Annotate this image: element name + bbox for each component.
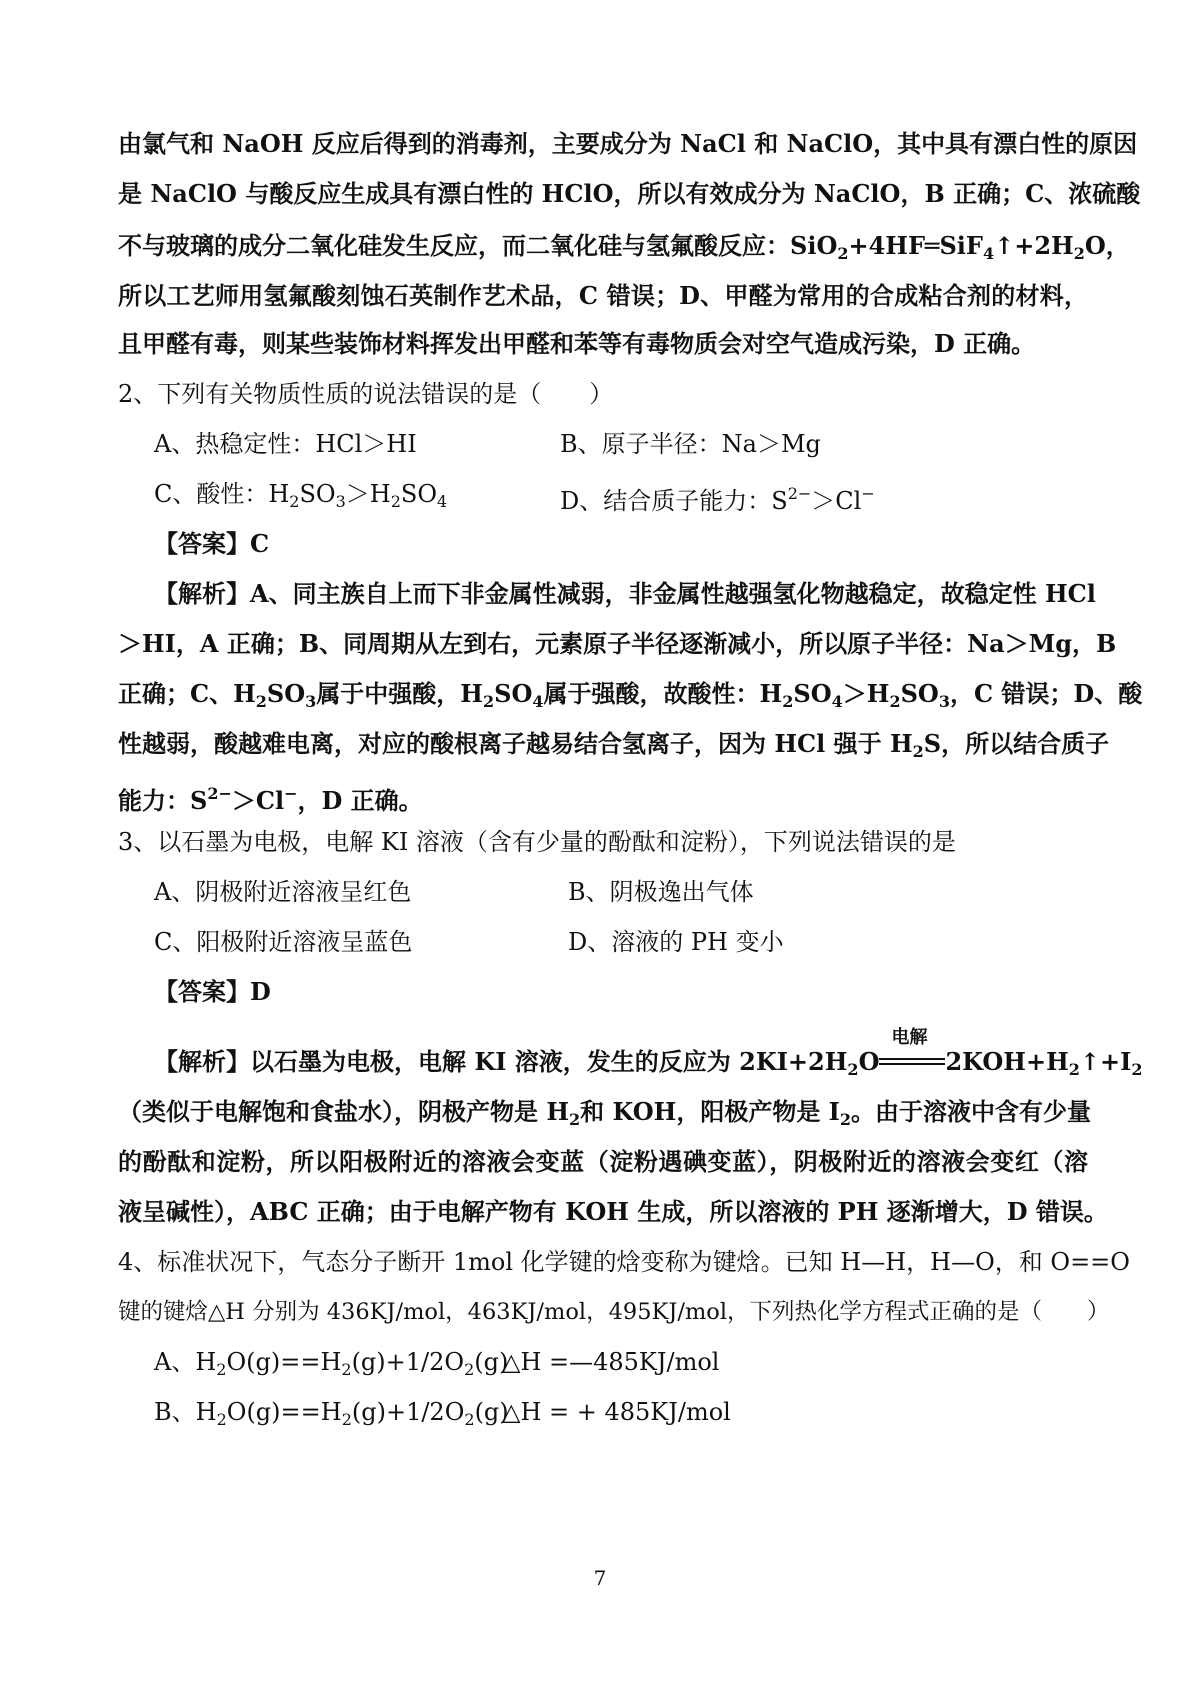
explanation-line: 能力：$S^{2-}>Cl^-$，D 正确。 [118,784,423,815]
option-b: B、阴极逸出气体 [568,878,754,906]
text-line: 不与玻璃的成分二氧化硅发生反应，而二氧化硅与氢氟酸反应：$SiO_2+4HF═SiF_4↑+2H_2O$， [118,231,1130,263]
answer: 【答案】D [154,977,271,1006]
option-d: D、结合质子能力：$S^{2-}>Cl^-$ [560,484,875,515]
text-line: 是 NaClO 与酸反应生成具有漂白性的 HClO，所以有效成分为 NaClO，B 正确；C、浓硫酸 [118,179,1141,208]
enthalpy-value: △H =—485KJ/mol [502,1348,720,1376]
option-a: A、热稳定性：HCl＞HI [154,430,417,458]
explanation-line: （类似于电解饱和食盐水），阴极产物是 $H_2$和 KOH，阳极产物是 $I_2$。由于溶液中含有少量 [118,1097,1092,1129]
explanation-line: 【解析】A、同主族自上而下非金属性减弱，非金属性越强氢化物越稳定，故稳定性 HCl [154,579,1096,608]
option-c: C、阳极附近溶液呈蓝色 [154,928,413,956]
explanation-line: ＞HI，A 正确；B、同周期从左到右，元素原子半径逐渐减小，所以原子半径：Na＞Mg，B [118,629,1117,658]
text-line: 且甲醛有毒，则某些装饰材料挥发出甲醛和苯等有毒物质会对空气造成污染，D 正确。 [118,329,1036,358]
question-4-option-a: A、$H_2O(g)==H_2(g)+1/2O_2(g)$ △H =—485KJ/mol [154,1348,720,1379]
answer: 【答案】C [154,529,270,558]
explanation-line: 性越弱，酸越难电离，对应的酸根离子越易结合氢离子，因为 HCl 强于 $H_2S$，所以结合质子 [118,729,1110,761]
option-b: B、原子半径：Na＞Mg [560,430,821,458]
option-a: A、阴极附近溶液呈红色 [154,878,412,906]
question-2-options-cd [154,478,1124,518]
text-line: 所以工艺师用氢氟酸刻蚀石英制作艺术品，C 错误；D、甲醛为常用的合成粘合剂的材料， [118,281,1088,310]
explanation-line: 的酚酞和淀粉，所以阳极附近的溶液会变蓝（淀粉遇碘变蓝），阴极附近的溶液会变红（溶 [118,1147,1088,1176]
question-4-stem: 键的键焓△H 分别为 436KJ/mol，463KJ/mol，495KJ/mol，下列热化学方程式正确的是（ ） [118,1299,1110,1325]
option-d: D、溶液的 PH 变小 [568,928,784,956]
explanation-line: 液呈碱性），ABC 正确；由于电解产物有 KOH 生成，所以溶液的 PH 逐渐增大，D 错误。 [118,1197,1108,1226]
explanation-line: 正确；C、$H_2SO_3$属于中强酸，$H_2SO_4$属于强酸，故酸性：$H_2SO_4>H_2SO_3$，C 错误；D、酸 [118,679,1143,711]
question-3-options-cd [154,926,1124,958]
enthalpy-value: △H = + 485KJ/mol [502,1398,731,1426]
page-number: 7 [593,1566,607,1590]
question-4-stem: 4、标准状况下，气态分子断开 1mol 化学键的焓变称为键焓。已知 H—H，H—O，和 O==O [118,1248,1130,1276]
explanation-line: 【解析】以石墨为电极，电解 KI 溶液，发生的反应为 $2KI+2H_2O$ 电解 $2KOH+H_2↑+I_2$ [154,1027,1143,1079]
question-2-stem: 2、下列有关物质性质的说法错误的是（ ） [118,380,614,408]
question-4-option-b: B、$H_2O(g)==H_2(g)+1/2O_2(g)$ △H = + 485KJ/mol [154,1398,731,1429]
question-2-options-ab [154,428,1124,460]
text-line: 由氯气和 NaOH 反应后得到的消毒剂，主要成分为 NaCl 和 NaClO，其中具有漂白性的原因 [118,129,1138,158]
question-3-stem: 3、以石墨为电极，电解 KI 溶液（含有少量的酚酞和淀粉），下列说法错误的是 [118,828,956,856]
option-c: C、酸性：$H_2SO_3>H_2SO_4$ [154,480,448,511]
question-3-options-ab [154,876,1124,908]
electrolysis-arrow: 电解 [879,1050,945,1072]
